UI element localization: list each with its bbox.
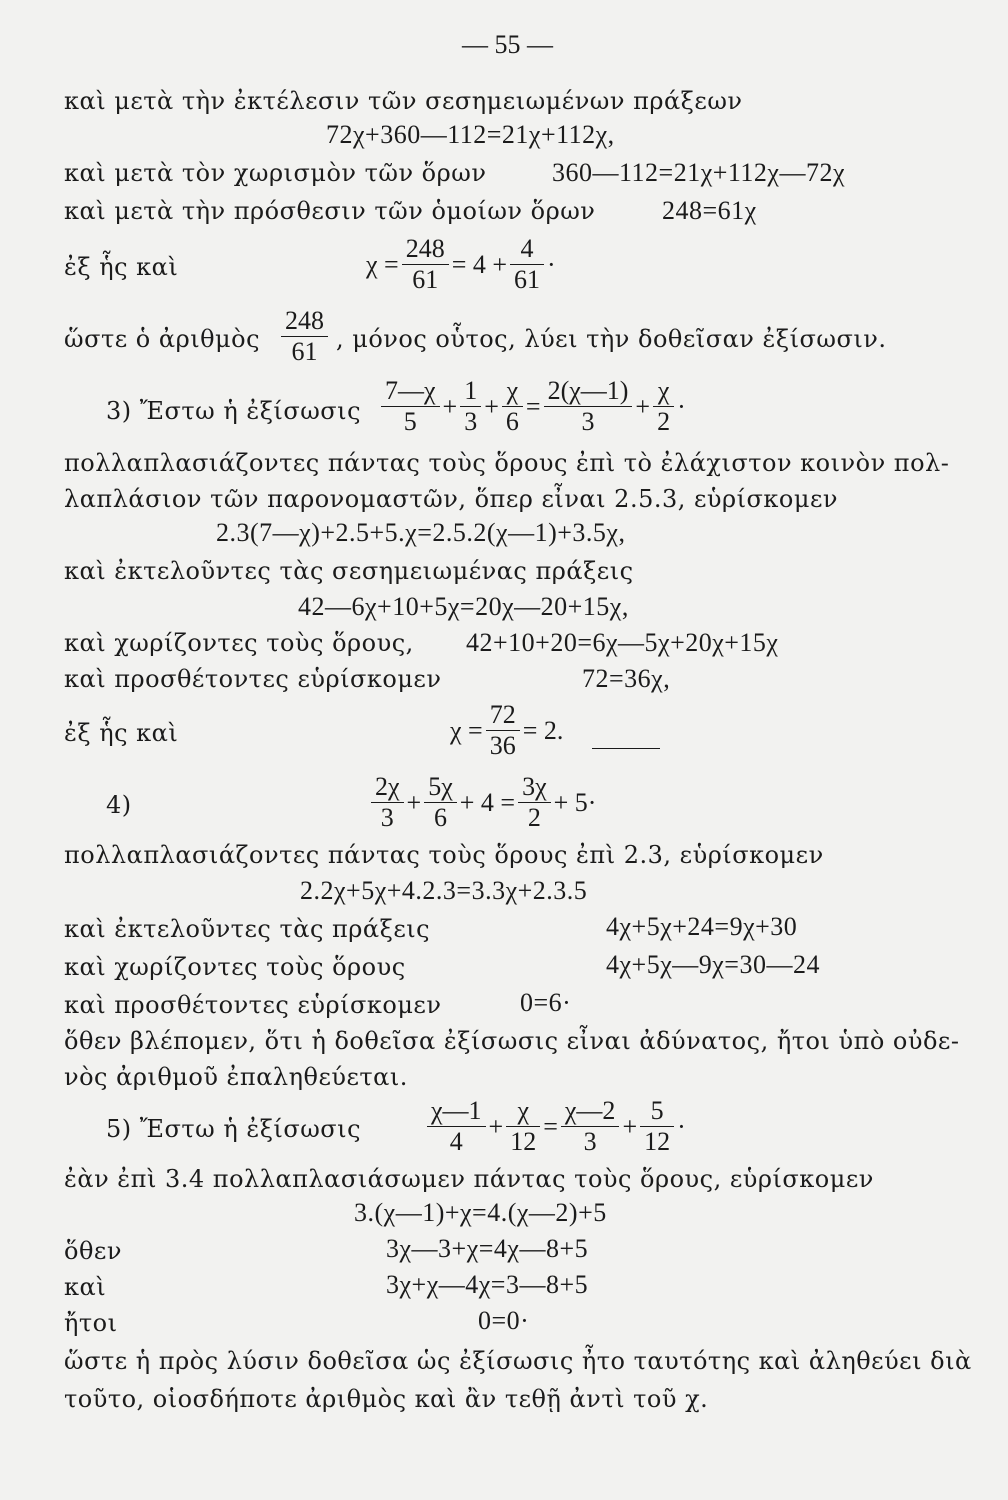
text-line: ὥστε ὁ ἀριθμὸς xyxy=(64,325,261,353)
formula-text: · xyxy=(677,1111,686,1141)
numerator: χ—1 xyxy=(427,1096,486,1127)
denominator: 3 xyxy=(583,1127,597,1156)
denominator: 12 xyxy=(644,1127,671,1156)
separator-rule xyxy=(592,748,660,749)
formula-text: · xyxy=(547,249,556,279)
text-line: πολλαπλασιάζοντες πάντας τοὺς ὅρους ἐπὶ 2.3, εὑρίσκομεν xyxy=(64,841,824,869)
fraction xyxy=(402,234,449,295)
denominator: 3 xyxy=(581,407,595,436)
equation-line: 4χ+5χ+24=9χ+30 xyxy=(606,912,798,941)
numerator: χ—2 xyxy=(561,1096,620,1127)
equation-line: 72χ+360—112=21χ+112χ, xyxy=(326,120,615,149)
numerator: 5 xyxy=(640,1096,674,1127)
formula-equation-4 xyxy=(368,772,596,833)
formula-text: + 4 = xyxy=(459,787,516,817)
text-line: ὅθεν xyxy=(64,1237,122,1265)
numerator: 2χ xyxy=(371,772,404,803)
formula-text: χ = xyxy=(366,249,399,279)
text-line: πολλαπλασιάζοντες πάντας τοὺς ὅρους ἐπὶ τὸ ἐλάχιστον κοινὸν πολ- xyxy=(64,449,950,477)
numerator: 7—χ xyxy=(381,376,440,407)
text-line: καὶ μετὰ τὴν πρόσθεσιν τῶν ὁμοίων ὅρων xyxy=(64,197,596,225)
equation-line: 2.2χ+5χ+4.2.3=3.3χ+2.3.5 xyxy=(300,876,588,905)
formula-248-61 xyxy=(278,306,331,367)
denominator: 61 xyxy=(291,337,318,366)
equation-line: 360—112=21χ+112χ—72χ xyxy=(552,158,846,187)
fraction xyxy=(510,234,544,295)
text-line: καὶ χωρίζοντες τοὺς ὅρους xyxy=(64,953,406,981)
text-line: ὅθεν βλέπομεν, ὅτι ἡ δοθεῖσα ἐξίσωσις εἶναι ἀδύνατος, ἤτοι ὑπὸ οὐδε- xyxy=(64,1027,960,1055)
formula-text: + xyxy=(442,391,458,421)
denominator: 6 xyxy=(505,407,519,436)
denominator: 5 xyxy=(403,407,417,436)
equation-line: 3.(χ—1)+χ=4.(χ—2)+5 xyxy=(354,1198,607,1227)
denominator: 2 xyxy=(657,407,671,436)
formula-text: = xyxy=(525,391,541,421)
numerator: 1 xyxy=(460,376,481,407)
fraction xyxy=(544,376,633,437)
numerator: χ xyxy=(653,376,674,407)
text-line: καὶ μετὰ τὴν ἐκτέλεσιν τῶν σεσημειωμένων πράξεων xyxy=(64,87,743,115)
fraction xyxy=(424,772,457,833)
formula-text: + xyxy=(622,1111,638,1141)
text-line: τοῦτο, οἱοσδήποτε ἀριθμὸς καὶ ἂν τεθῇ ἀντὶ τοῦ χ. xyxy=(64,1385,709,1413)
denominator: 61 xyxy=(514,265,541,294)
numerator: 248 xyxy=(281,306,328,337)
text-line: ὥστε ἡ πρὸς λύσιν δοθεῖσα ὡς ἐξίσωσις ἦτο ταυτότης καὶ ἀληθεύει διὰ xyxy=(64,1347,972,1375)
numerator: 2(χ—1) xyxy=(544,376,633,407)
numerator: 5χ xyxy=(424,772,457,803)
denominator: 3 xyxy=(380,803,394,832)
formula-equation-5 xyxy=(424,1096,686,1157)
fraction xyxy=(640,1096,674,1157)
formula-x-equals-72-36 xyxy=(450,700,563,761)
text-line: καὶ ἐκτελοῦντες τὰς σεσημειωμένας πράξεις xyxy=(64,557,634,585)
text-line: 3) Ἔστω ἡ ἐξίσωσις xyxy=(106,397,362,425)
text-line: ἐξ ἧς καὶ xyxy=(64,719,179,747)
denominator: 36 xyxy=(489,731,516,760)
formula-text: = 4 + xyxy=(451,249,508,279)
formula-text: + xyxy=(488,1111,504,1141)
text-line: καὶ ἐκτελοῦντες τὰς πράξεις xyxy=(64,915,431,943)
text-line: , μόνος οὗτος, λύει τὴν δοθεῖσαν ἐξίσωσιν. xyxy=(336,325,887,353)
text-line: ἤτοι xyxy=(64,1309,118,1337)
formula-equation-3 xyxy=(378,376,686,437)
equation-line: 3χ—3+χ=4χ—8+5 xyxy=(386,1234,589,1263)
text-line: καὶ χωρίζοντες τοὺς ὅρους, xyxy=(64,629,414,657)
equation-line: 2.3(7—χ)+2.5+5.χ=2.5.2(χ—1)+3.5χ, xyxy=(216,518,626,547)
fraction xyxy=(518,772,551,833)
numerator: 3χ xyxy=(518,772,551,803)
formula-text: + 5· xyxy=(553,787,597,817)
fraction xyxy=(653,376,674,437)
equation-line: 42—6χ+10+5χ=20χ—20+15χ, xyxy=(298,592,629,621)
denominator: 6 xyxy=(433,803,447,832)
fraction xyxy=(561,1096,620,1157)
numerator: 248 xyxy=(402,234,449,265)
text-line: καὶ προσθέτοντες εὑρίσκομεν xyxy=(64,991,442,1019)
denominator: 3 xyxy=(464,407,478,436)
text-line: καὶ xyxy=(64,1273,107,1301)
formula-text: · xyxy=(677,391,686,421)
text-line: καὶ προσθέτοντες εὑρίσκομεν xyxy=(64,665,442,693)
denominator: 61 xyxy=(412,265,439,294)
formula-text: + xyxy=(484,391,499,421)
fraction xyxy=(381,376,440,437)
formula-text: + xyxy=(635,391,651,421)
numerator: χ xyxy=(506,1096,540,1127)
formula-text: χ = xyxy=(450,715,483,745)
fraction xyxy=(427,1096,486,1157)
equation-line: 0=0· xyxy=(478,1306,530,1335)
text-line: 5) Ἔστω ἡ ἐξίσωσις xyxy=(106,1115,362,1143)
fraction xyxy=(486,700,520,761)
fraction xyxy=(460,376,481,437)
denominator: 2 xyxy=(527,803,541,832)
page-number: — 55 — xyxy=(462,30,553,59)
formula-text: = 2. xyxy=(522,715,564,745)
numerator: 4 xyxy=(510,234,544,265)
fraction xyxy=(371,772,404,833)
equation-line: 0=6· xyxy=(520,988,572,1017)
equation-line: 4χ+5χ—9χ=30—24 xyxy=(606,950,820,979)
formula-text: = xyxy=(543,1111,558,1141)
text-line: λαπλάσιον τῶν παρονομαστῶν, ὅπερ εἶναι 2.5.3, εὑρίσκομεν xyxy=(64,485,838,513)
numerator: χ xyxy=(502,376,523,407)
formula-text: + xyxy=(406,787,422,817)
equation-line: 248=61χ xyxy=(662,196,757,225)
formula-x-equals-248-61 xyxy=(366,234,556,295)
fraction xyxy=(502,376,523,437)
denominator: 12 xyxy=(510,1127,537,1156)
equation-line: 72=36χ, xyxy=(582,664,671,693)
equation-line: 3χ+χ—4χ=3—8+5 xyxy=(386,1270,589,1299)
text-line: καὶ μετὰ τὸν χωρισμὸν τῶν ὅρων xyxy=(64,159,487,187)
equation-line: 42+10+20=6χ—5χ+20χ+15χ xyxy=(466,628,779,657)
fraction xyxy=(281,306,328,367)
text-line: ἐξ ἧς καὶ xyxy=(64,253,179,281)
text-line: ἐὰν ἐπὶ 3.4 πολλαπλασιάσωμεν πάντας τοὺς ὅρους, εὑρίσκομεν xyxy=(64,1165,874,1193)
fraction xyxy=(506,1096,540,1157)
denominator: 4 xyxy=(449,1127,463,1156)
numerator: 72 xyxy=(486,700,520,731)
text-line: 4) xyxy=(106,791,132,819)
text-line: νὸς ἀριθμοῦ ἐπαληθεύεται. xyxy=(64,1063,408,1091)
